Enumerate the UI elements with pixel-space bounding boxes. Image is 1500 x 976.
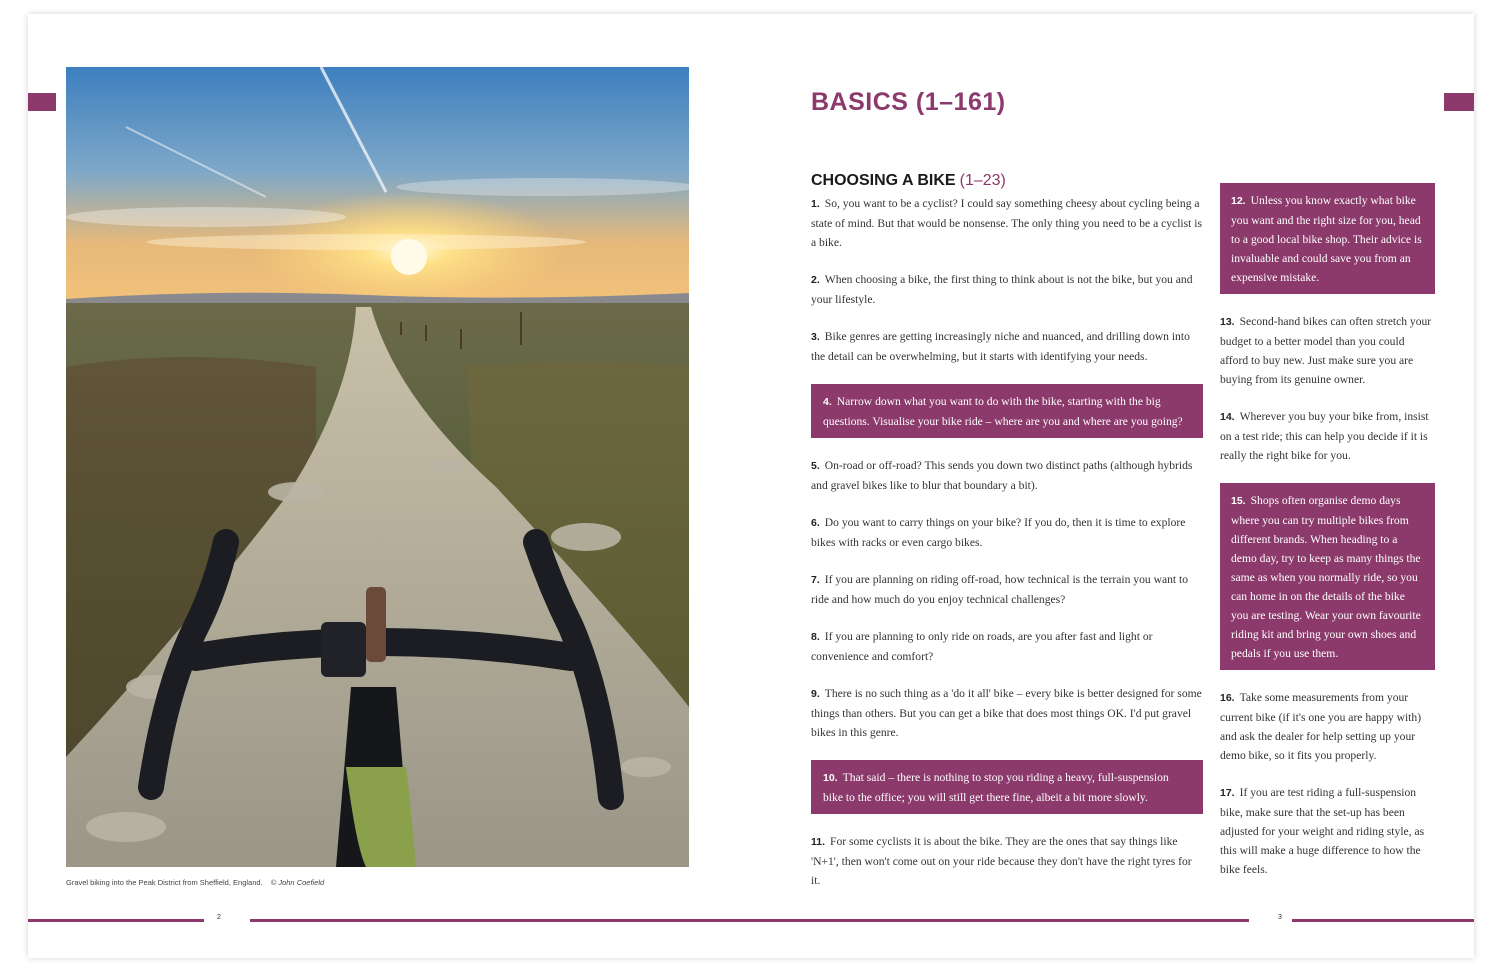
- tip-2: [811, 270, 1203, 309]
- tip-15-highlight: [1220, 483, 1435, 670]
- tip-number: 9.: [811, 688, 820, 700]
- tip-4-highlight: [811, 384, 1203, 438]
- tip-text: Take some measurements from your current bike (if it's one you are happy with) and ask the dealer for help setting up your demo bike, so it fits you properly.: [1220, 691, 1422, 762]
- caption-credit: © John Coefield: [270, 878, 325, 887]
- page-number-right: 3: [1278, 914, 1282, 921]
- tip-text: That said – there is nothing to stop you riding a heavy, full-suspension bike to the office; you will still get there fine, albeit a bit more slowly.: [823, 771, 1169, 804]
- tip-6: [811, 513, 1203, 552]
- tip-10-highlight: [811, 760, 1203, 814]
- tip-number: 14.: [1220, 411, 1235, 423]
- tip-17: [1220, 783, 1435, 879]
- footer-rule-left-b: [250, 919, 1249, 922]
- section-heading: [811, 172, 1006, 190]
- tip-3: [811, 327, 1203, 366]
- tips-column-right: [1220, 194, 1435, 897]
- tip-5: [811, 456, 1203, 495]
- tip-text: If you are planning to only ride on roads, are you after fast and light or convenience and comfort?: [811, 630, 1153, 663]
- tip-14: [1220, 407, 1435, 465]
- tip-16: [1220, 688, 1435, 765]
- section-range: (1–23): [959, 172, 1006, 189]
- tip-1: [811, 194, 1203, 252]
- tip-number: 12.: [1231, 195, 1246, 207]
- tip-text: Unless you know exactly what bike you want and the right size for you, head to a good local bike shop. Their advice is invaluable and could save you from an expensive mistake.: [1231, 194, 1422, 284]
- tip-12-highlight: [1220, 183, 1435, 294]
- tip-number: 1.: [811, 198, 820, 210]
- gravel-ride-photo: [66, 67, 689, 867]
- tip-7: [811, 570, 1203, 609]
- tip-text: There is no such thing as a 'do it all' bike – every bike is better designed for some things than others. But you can get a bike that does most things OK. I'd put gravel bikes in this genre.: [811, 687, 1202, 739]
- tip-text: For some cyclists it is about the bike. They are the ones that say things like 'N+1', then won't come out on your ride because they don't have the right tyres for it.: [811, 835, 1192, 887]
- footer-rule-left-a: [28, 919, 204, 922]
- tip-text: When choosing a bike, the first thing to think about is not the bike, but you and your lifestyle.: [811, 273, 1193, 306]
- tip-text: Shops often organise demo days where you can try multiple bikes from different brands. When heading to a demo day, try to keep as many things the same as when you normally ride, so you can home in on the details of the bike you are testing. Wear your own favourite riding kit and bring your own shoes and pedals if you use them.: [1231, 494, 1421, 660]
- tip-number: 15.: [1231, 495, 1246, 507]
- tip-text: Wherever you buy your bike from, insist on a test ride; this can help you decide if it is really the right bike for you.: [1220, 410, 1429, 462]
- tips-column-left: [811, 194, 1203, 908]
- tip-number: 6.: [811, 517, 820, 529]
- tip-number: 16.: [1220, 692, 1235, 704]
- photo-caption: [66, 878, 324, 887]
- left-thumb-tab: [28, 93, 56, 111]
- tip-text: Second-hand bikes can often stretch your budget to a better model than you could afford to buy new. Just make sure you are buying from its genuine owner.: [1220, 315, 1432, 386]
- tip-number: 11.: [811, 836, 826, 848]
- tip-text: Bike genres are getting increasingly niche and nuanced, and drilling down into the detail can be overwhelming, but it starts with identifying your needs.: [811, 330, 1190, 363]
- tip-text: Do you want to carry things on your bike? If you do, then it is time to explore bikes with racks or even cargo bikes.: [811, 516, 1186, 549]
- tip-11: [811, 832, 1203, 890]
- tip-number: 2.: [811, 274, 820, 286]
- tip-number: 7.: [811, 574, 820, 586]
- tip-number: 13.: [1220, 316, 1235, 328]
- tip-text: On-road or off-road? This sends you down two distinct paths (although hybrids and gravel bikes like to blur that boundary a bit).: [811, 459, 1193, 492]
- tip-13: [1220, 312, 1435, 389]
- tip-number: 17.: [1220, 787, 1235, 799]
- right-thumb-tab: [1444, 93, 1474, 111]
- tip-number: 8.: [811, 631, 820, 643]
- section-title: CHOOSING A BIKE: [811, 172, 956, 189]
- page-number-left: 2: [217, 914, 221, 921]
- tip-number: 10.: [823, 772, 838, 784]
- tip-text: Narrow down what you want to do with the bike, starting with the big questions. Visualise your bike ride – where are you and where are you going?: [823, 395, 1183, 428]
- tip-number: 5.: [811, 460, 820, 472]
- tip-8: [811, 627, 1203, 666]
- tip-text: If you are planning on riding off-road, how technical is the terrain you want to ride and how much do you enjoy technical challenges?: [811, 573, 1189, 606]
- tip-number: 4.: [823, 396, 832, 408]
- tip-9: [811, 684, 1203, 742]
- tip-text: If you are test riding a full-suspension bike, make sure that the set-up has been adjusted for your weight and riding style, as this will make a huge difference to how the bike feels.: [1220, 786, 1425, 876]
- caption-text: Gravel biking into the Peak District from Sheffield, England.: [66, 878, 263, 887]
- chapter-title: BASICS (1–161): [811, 88, 1006, 116]
- footer-rule-right: [1292, 919, 1474, 922]
- tip-text: So, you want to be a cyclist? I could say something cheesy about cycling being a state of mind. But that would be nonsense. The only thing you need to be a cyclist is a bike.: [811, 197, 1203, 249]
- tip-number: 3.: [811, 331, 820, 343]
